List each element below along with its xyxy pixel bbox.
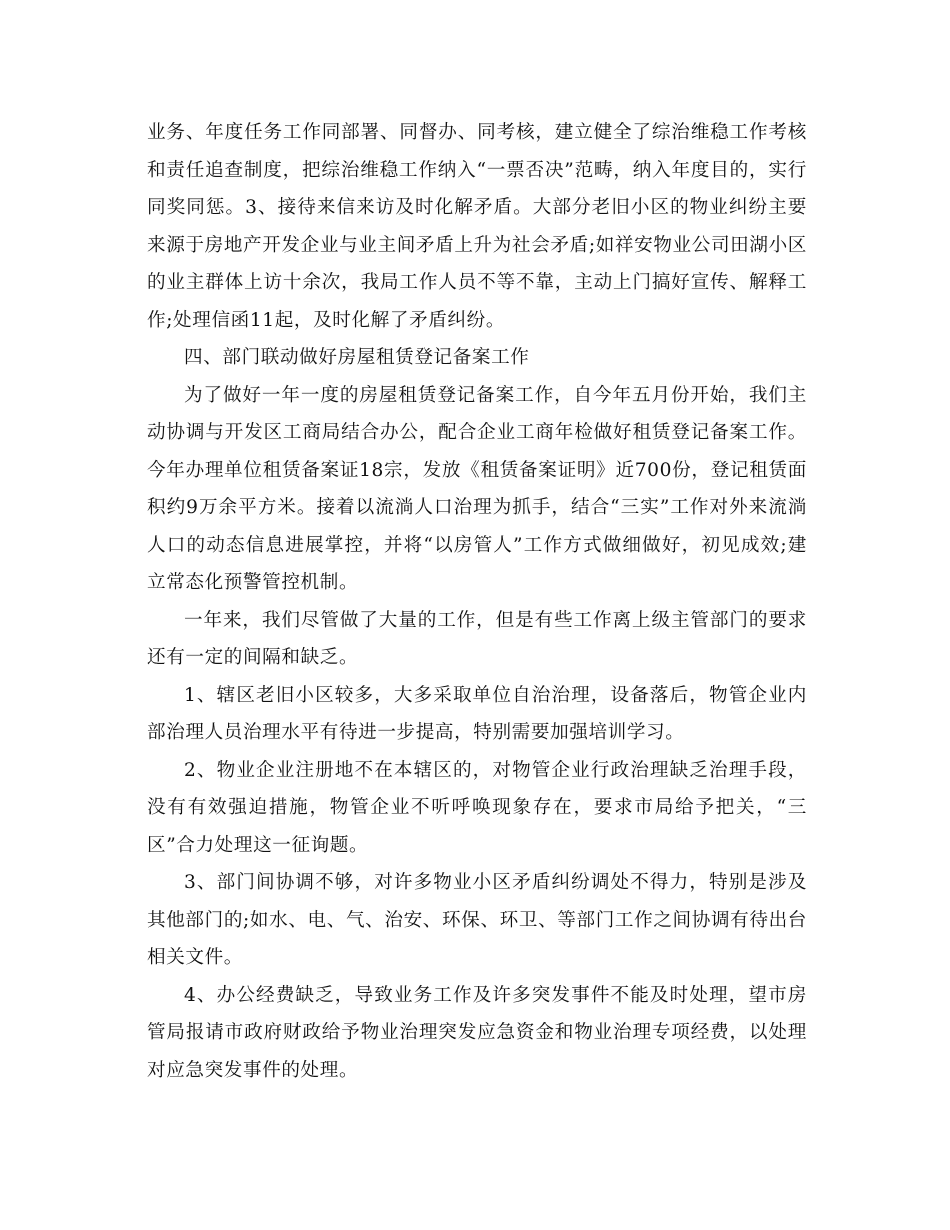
paragraph-issue-2: 2、物业企业注册地不在本辖区的，对物管企业行政治理缺乏治理手段，没有有效强迫措施，物管企业不听呼唤现象存在，要求市局给予把关，“三区”合力处理这一征询题。 (147, 759, 807, 856)
paragraph-issue-4: 4、办公经费缺乏，导致业务工作及许多突发事件不能及时处理，望市房管局报请市政府财政给予物业治理突发应急资金和物业治理专项经费，以处理对应急突发事件的处理。 (147, 984, 807, 1081)
section-heading: 四、部门联动做好房屋租赁登记备案工作 (184, 347, 530, 368)
paragraph-continued: 业务、年度任务工作同部署、同督办、同考核，建立健全了综治维稳工作考核和责任追查制度，把综治维稳工作纳入“一票否决”范畴，纳入年度目的，实行同奖同惩。3、接待来信来访及时化解矛盾。大部分老旧小区的物业纠纷主要来源于房地产开发企业与业主间矛盾上升为社会矛盾;如祥安物业公司田湖小区的业主群体上访十余次，我局工作人员不等不靠，主动上门搞好宣传、解释工作;处理信函11起，及时化解了矛盾纠纷。 (147, 122, 807, 331)
document-body (147, 114, 807, 1089)
paragraph-shortcomings-intro: 一年来，我们尽管做了大量的工作，但是有些工作离上级主管部门的要求还有一定的间隔和缺乏。 (147, 609, 807, 668)
paragraph-rental-registration: 为了做好一年一度的房屋租赁登记备案工作，自今年五月份开始，我们主动协调与开发区工商局结合办公，配合企业工商年检做好租赁登记备案工作。今年办理单位租赁备案证18宗，发放《租赁备案证明》近700份，登记租赁面积约9万余平方米。接着以流淌人口治理为抓手，结合“三实”工作对外来流淌人口的动态信息进展掌控，并将“以房管人”工作方式做细做好，初见成效;建立常态化预警管控机制。 (147, 384, 807, 593)
paragraph-issue-3: 3、部门间协调不够，对许多物业小区矛盾纠纷调处不得力，特别是涉及其他部门的;如水、电、气、治安、环保、环卫、等部门工作之间协调有待出台相关文件。 (147, 872, 807, 968)
paragraph-issue-1: 1、辖区老旧小区较多，大多采取单位自治治理，设备落后，物管企业内部治理人员治理水平有待进一步提高，特别需要加强培训学习。 (147, 684, 807, 743)
